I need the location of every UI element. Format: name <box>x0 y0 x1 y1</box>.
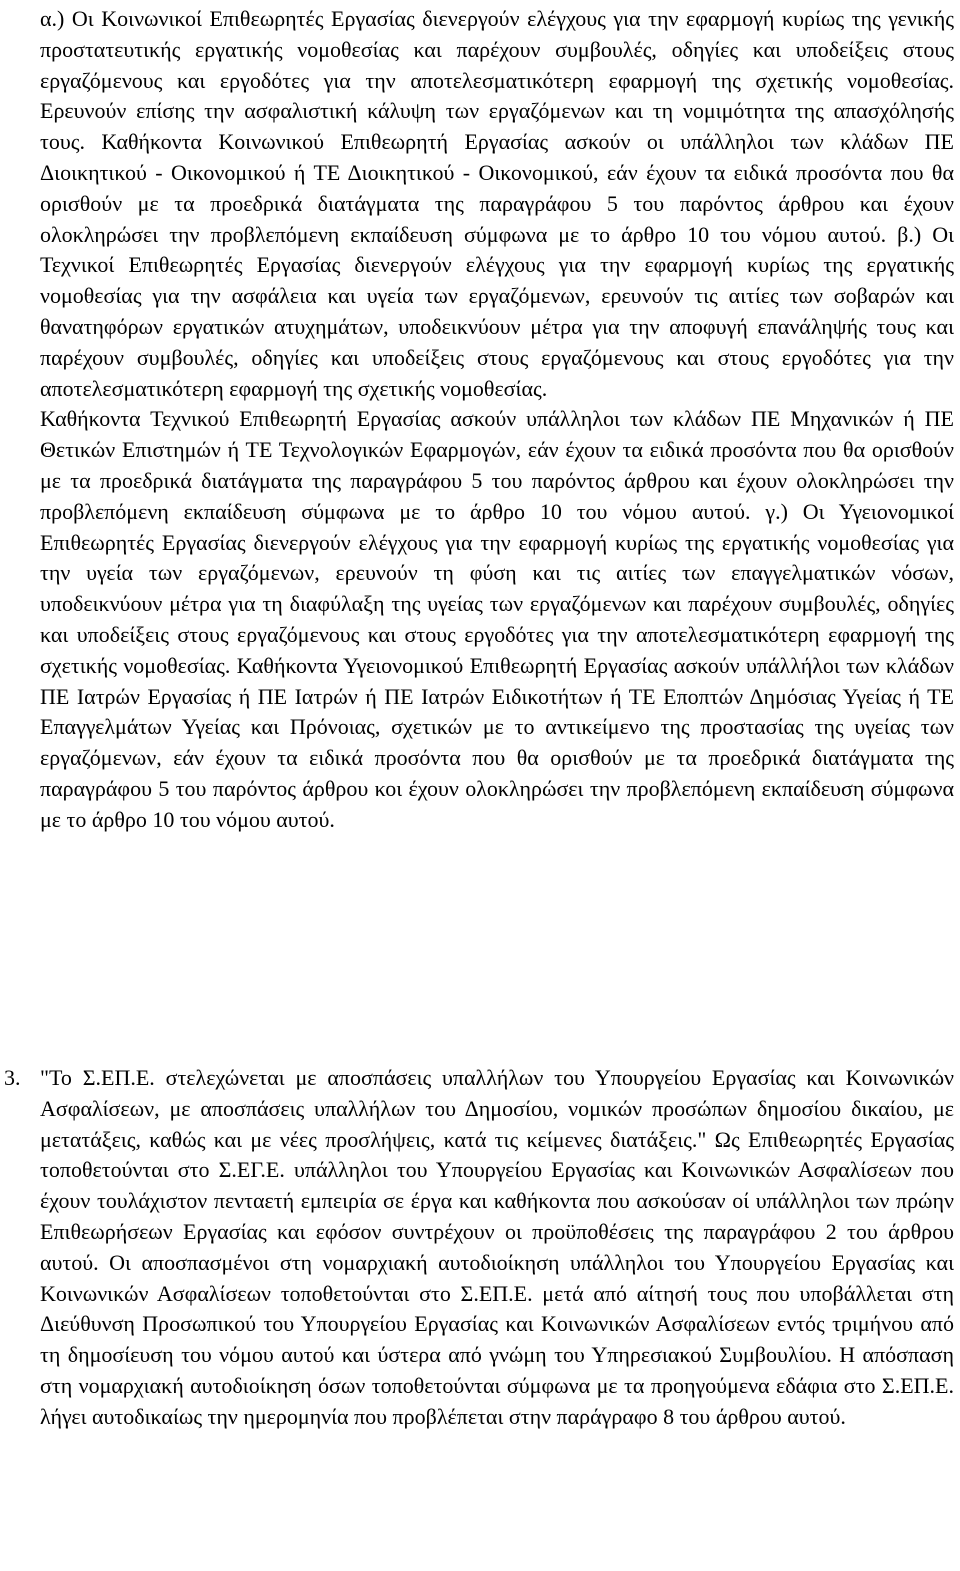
marker-alpha: α.) <box>40 6 65 31</box>
paragraph-alpha-text: Οι Κοινωνικοί Επιθεωρητές Εργασίας διενεργούν ελέγχους για την εφαρμογή κυρίως της γενικής προστατευτικής εργατικής νομοθεσίας και παρέχουν συμβουλές, οδηγίες και υποδείξεις στους εργαζόμενους και εργοδότες για την αποτελεσματικότερη εφαρμογή της σχετικής νομοθεσίας. Ερευνούν επίσης την ασφαλιστική κάλυψη των εργαζόμενων και τη νομιμότητα της απασχόλησής τους. Καθήκοντα Κοινωνικού Επιθεωρητή Εργασίας ασκούν οι υπάλληλοι των κλάδων ΠΕ Διοικητικού - Οικονομικού ή ΤΕ Διοικητικού - Οικονομικού, εάν έχουν τα ειδικά προσόντα που θα ορισθούν με τα προεδρικά διατάγματα της παραγράφου 5 του παρόντος άρθρου και έχουν ολοκληρώσει την προβλεπόμενη εκπαίδευση σύμφωνα με το άρθρο 10 του νόμου αυτού. <box>40 6 954 247</box>
marker-gamma: γ.) <box>765 498 788 524</box>
list-item-3 <box>4 1063 954 1433</box>
list-item-3-number: 3. <box>4 1065 21 1090</box>
paragraph-gamma-text: Οι Υγειονομικοί Επιθεωρητές Εργασίας διενεργούν ελέγχους για την εφαρμογή κυρίως της εργατικής νομοθεσίας για την υγεία των εργαζόμενων, ερευνούν τη φύση και τις αιτίες των επαγγελματικών νόσων, υποδεικνύουν μέτρα για τη διαφύλαξη της υγείας των εργαζόμενων και παρέχουν συμβουλές, οδηγίες και υποδείξεις στους εργαζόμενους και στους εργοδότες για την αποτελεσματικότερη εφαρμογή της σχετικής νομοθεσίας. Καθήκοντα Υγειονομικού Επιθεωρητή Εργασίας ασκούν υπάλλήλοι των κλάδων ΠΕ Ιατρών Εργασίας ή ΠΕ Ιατρών ή ΠΕ Ιατρών Ειδικοτήτων ή ΤΕ Εποπτών Δημόσιας Υγείας ή ΤΕ Επαγγελμάτων Υγείας και Πρόνοιας, σχετικών με το αντικείμενο της προστασίας της υγείας των εργαζόμενων, εάν έχουν τα ειδικά προσόντα που θα ορισθούν με τα προεδρικά διατάγματα της παραγράφου 5 του παρόντος άρθρου κοι έχουν ολοκληρώσει την προβλεπόμενη εκπαίδευση σύμφωνα με το άρθρο 10 του νόμου αυτού. <box>40 498 955 832</box>
marker-beta: β.) <box>897 221 922 247</box>
paragraph-beta-duties-text: Καθήκοντα Τεχνικού Επιθεωρητή Εργασίας ασκούν υπάλληλοι των κλάδων ΠΕ Μηχανικών ή ΠΕ Θετικών Επιστημών ή ΤΕ Τεχνολογικών Εφαρμογών, εάν έχουν τα ειδικά προσόντα που θα ορισθούν με τα προεδρικά διατάγματα της παραγράφου 5 του παρόντος άρθρου και έχουν ολοκληρώσει την προβλεπόμενη εκπαίδευση σύμφωνα με το άρθρο 10 του νόμου αυτού. <box>40 406 954 524</box>
paragraph-alpha-beta-gamma <box>40 4 954 836</box>
paragraph-beta-text: Οι Τεχνικοί Επιθεωρητές Εργασίας διενεργούν ελέγχους για την εφαρμογή κυρίως της εργατικής νομοθεσίας για την ασφάλεια και υγεία των εργαζόμενων, ερευνούν τις αιτίες των σοβαρών και θανατηφόρων εργατικών ατυχημάτων, υποδεικνύουν μέτρα για την αποφυγή επανάληψής τους και παρέχουν συμβουλές, οδηγίες και υποδείξεις στους εργαζόμενους και στους εργοδότες για την αποτελεσματικότερη εφαρμογή της σχετικής νομοθεσίας. <box>40 221 955 401</box>
list-item-3-text: "Το Σ.ΕΠ.Ε. στελεχώνεται με αποσπάσεις υπαλλήλων του Υπουργείου Εργασίας και Κοινωνικών Ασφαλίσεων, με αποσπάσεις υπαλλήλων του Δημοσίου, νομικών προσώπων δημοσίου δικαίου, με μετατάξεις, καθώς και με νέες προσλήψεις, κατά τις κείμενες διατάξεις." Ως Επιθεωρητές Εργασίας τοποθετούνται στο Σ.ΕΓ.Ε. υπάλληλοι του Υπουργείου Εργασίας και Κοινωνικών Ασφαλίσεων που έχουν τουλάχιστον πενταετή εμπειρία σε έργα και καθήκοντα που ασκούσαν οί υπάλληλοι των πρώην Επιθεωρήσεων Εργασίας και εφόσον συντρέχουν οι προϋποθέσεις της παραγράφου 2 του άρθρου αυτού. Οι αποσπασμένοι στη νομαρχιακή αυτοδιοίκηση υπάλληλοι του Υπουργείου Εργασίας και Κοινωνικών Ασφαλίσεων τοποθετούνται στο Σ.ΕΠ.Ε. μετά από αίτησή τους που υποβάλλεται στη Διεύθυνση Προσωπικού του Υπουργείου Εργασίας και Κοινωνικών Ασφαλίσεων εντός τριμήνου από τη δημοσίευση του νόμου αυτού και ύστερα από γνώμη του Υπηρεσιακού Συμβουλίου. Η απόσπαση στη νομαρχιακή αυτοδιοίκηση όσων τοποθετούνται σύμφωνα με τα προηγούμενα εδάφια στο Σ.ΕΠ.Ε. λήγει αυτοδικαίως την ημερομηνία που προβλέπεται στην παράγραφο 8 του άρθρου αυτού. <box>40 1065 954 1429</box>
